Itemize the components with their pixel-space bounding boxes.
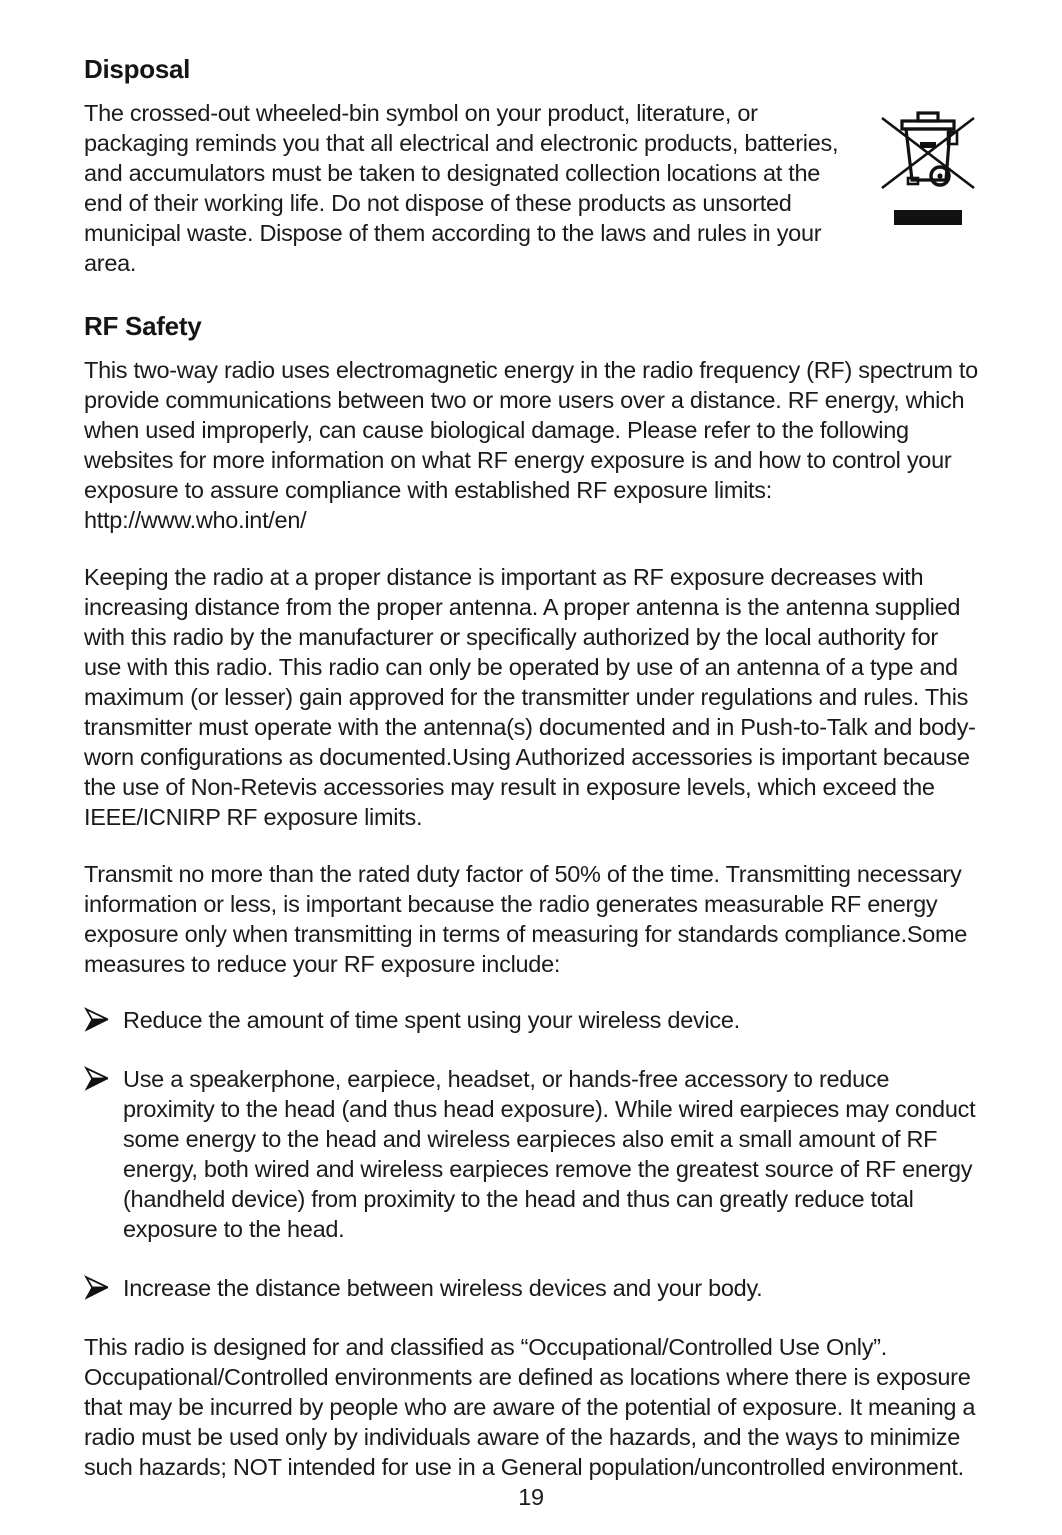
arrowhead-bullet-icon: [84, 1066, 110, 1092]
bullet-text: Reduce the amount of time spent using your wireless device.: [123, 1007, 740, 1033]
rf-safety-paragraph-1: This two-way radio uses electromagnetic energy in the radio frequency (RF) spectrum to provide communications between two or more users over a distance. RF energy, which when used improperly, can cause biological damage. Please refer to the following websites for more information on what RF energy exposure is and how to control your exposure to assure compliance with established RF exposure limits: http://www.who.int/en/: [84, 357, 978, 533]
rf-safety-heading: RF Safety: [84, 311, 202, 341]
disposal-paragraph: The crossed-out wheeled-bin symbol on your product, literature, or packaging reminds you that all electrical and electronic products, batteries, and accumulators must be taken to designated collection locations at the end of their working life. Do not dispose of these products as unsorted municipal waste. Dispose of them according to the laws and rules in your area.: [84, 100, 839, 276]
rf-safety-paragraph-2: Keeping the radio at a proper distance is important as RF exposure decreases with increasing distance from the proper antenna. A proper antenna is the antenna supplied with this radio by the manufacturer or specifically authorized by the local authority for use with this radio. This radio can only be operated by use of an antenna of a type and maximum (or lesser) gain approved for the transmitter under regulations and rules. This transmitter must operate with the antenna(s) documented and in Push-to-Talk and body-worn configurations as documented.Using Authorized accessories is important because the use of Non-Retevis accessories may result in exposure levels, which exceed the IEEE/ICNIRP RF exposure limits.: [84, 564, 976, 830]
bullet-text: Increase the distance between wireless devices and your body.: [123, 1275, 763, 1301]
weee-symbol: [878, 109, 978, 225]
rf-safety-section: [84, 311, 978, 1482]
arrowhead-bullet-icon: [84, 1007, 110, 1033]
list-item: [84, 1064, 978, 1244]
disposal-paragraph-block: [84, 98, 978, 278]
bullet-text: Use a speakerphone, earpiece, headset, or hands-free accessory to reduce proximity to the head (and thus head exposure). While wired earpieces may conduct some energy to the head and wireless earpieces also emit a small amount of RF energy, both wired and wireless earpieces remove the greatest source of RF energy (handheld device) from proximity to the head and thus can greatly reduce total exposure to the head.: [123, 1066, 976, 1242]
rf-safety-paragraph-4: This radio is designed for and classified as “Occupational/Controlled Use Only”. Occupational/Controlled environments are defined as locations where there is exposure that may be incurred by people who are aware of the potential of exposure. It meaning a radio must be used only by individuals aware of the hazards, and the ways to minimize such hazards; NOT intended for use in a General population/uncontrolled environment.: [84, 1334, 976, 1480]
crossed-out-wheeled-bin-icon: [878, 109, 978, 197]
disposal-heading: Disposal: [84, 54, 191, 84]
list-item: [84, 1005, 978, 1035]
disposal-section: [84, 54, 978, 278]
list-item: [84, 1273, 978, 1303]
rf-exposure-measures-list: [84, 1005, 978, 1303]
rf-safety-paragraph-3: Transmit no more than the rated duty factor of 50% of the time. Transmitting necessary information or less, is important because the radio generates measurable RF energy exposure only when transmitting in terms of measuring for standards compliance.Some measures to reduce your RF exposure include:: [84, 861, 968, 977]
page-number: 19: [518, 1484, 544, 1510]
weee-black-bar-icon: [894, 210, 962, 225]
arrowhead-bullet-icon: [84, 1275, 110, 1301]
